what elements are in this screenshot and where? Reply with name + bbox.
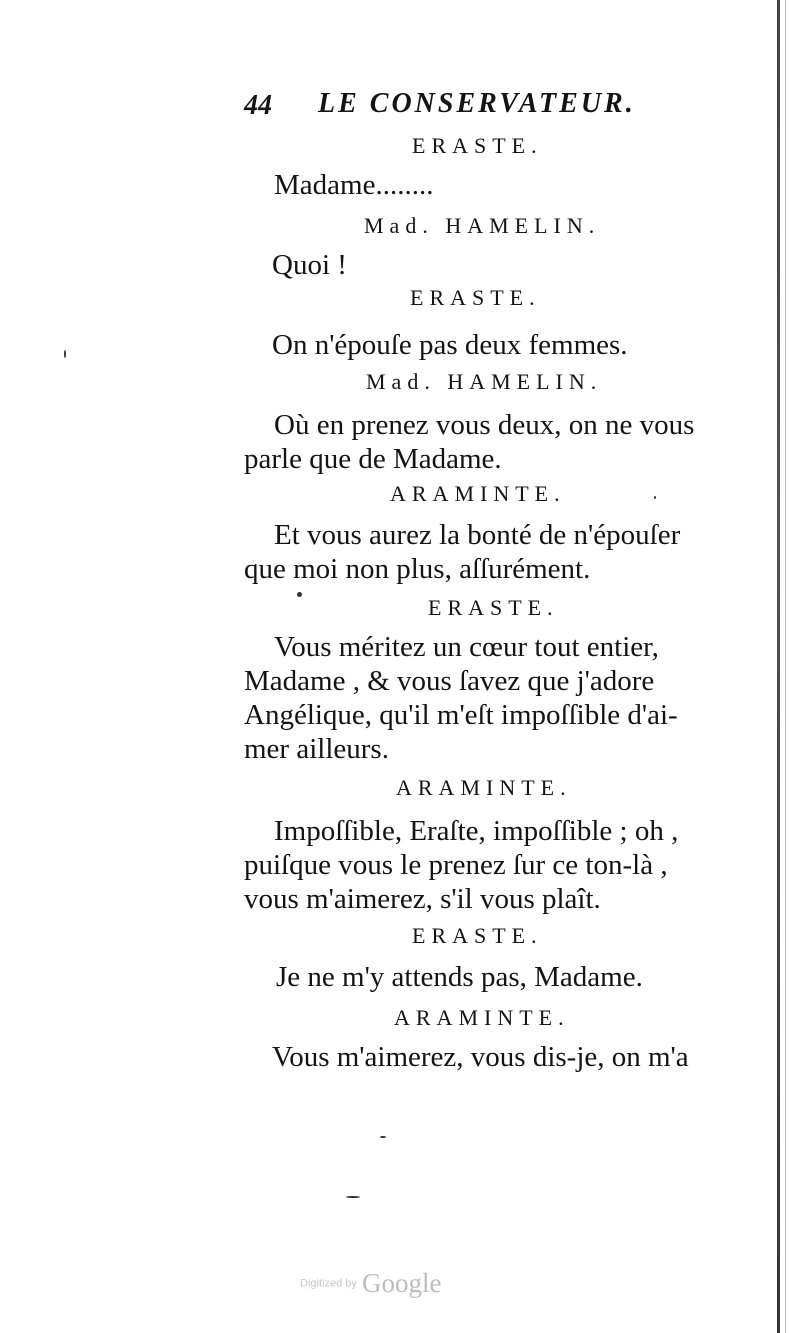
scan-speck: [346, 1196, 360, 1198]
dialogue-line: Où en prenez vous deux, on ne vous: [274, 409, 695, 441]
scan-speck: [380, 1136, 386, 1138]
speaker-name: ARAMINTE.: [394, 1005, 570, 1030]
speaker-name: Mad. HAMELIN.: [366, 369, 603, 394]
dialogue-line: Vous m'aimerez, vous dis-je, on m'a: [272, 1041, 689, 1073]
speaker-name: ERASTE.: [428, 595, 559, 620]
running-title: LE CONSERVATEUR.: [318, 88, 636, 119]
speaker-name: ARAMINTE.: [390, 481, 566, 506]
dialogue-line: parle que de Madame.: [244, 443, 502, 475]
dialogue-line: Et vous aurez la bonté de n'épouſer: [274, 519, 681, 551]
speaker-name: Mad. HAMELIN.: [364, 213, 601, 238]
speaker-name: ERASTE.: [412, 133, 543, 158]
dialogue-line: que moi non plus, aſſurément.: [244, 553, 591, 585]
dialogue-line: vous m'aimerez, s'il vous plaît.: [244, 883, 601, 915]
scan-speck: [64, 350, 66, 358]
speaker-name: ERASTE.: [410, 285, 541, 310]
dialogue-line: Je ne m'y attends pas, Madame.: [276, 961, 643, 993]
binding-edge: [777, 0, 780, 1333]
speaker-name: ERASTE.: [412, 923, 543, 948]
digitized-watermark: [300, 1268, 441, 1299]
dialogue-line: Madame , & vous ſavez que j'adore: [244, 665, 655, 697]
dialogue-line: Vous méritez un cœur tout entier,: [274, 631, 659, 663]
scan-speck: [654, 496, 656, 499]
dialogue-line: On n'épouſe pas deux femmes.: [272, 329, 628, 361]
dialogue-line: Quoi !: [272, 249, 347, 281]
dialogue-line: mer ailleurs.: [244, 733, 389, 765]
speaker-name: ARAMINTE.: [396, 775, 572, 800]
scan-speck: [297, 592, 302, 597]
dialogue-line: Madame........: [274, 169, 434, 201]
watermark-prefix: Digitized by: [300, 1277, 357, 1290]
google-logo: Google: [361, 1268, 442, 1298]
dialogue-line: Angélique, qu'il m'eſt impoſſible d'ai-: [244, 699, 678, 731]
dialogue-line: Impoſſible, Eraſte, impoſſible ; oh ,: [274, 815, 679, 847]
dialogue-line: puiſque vous le prenez ſur ce ton-là ,: [244, 849, 668, 881]
page-number: 44: [244, 90, 272, 121]
binding-edge-shadow: [785, 0, 786, 1333]
